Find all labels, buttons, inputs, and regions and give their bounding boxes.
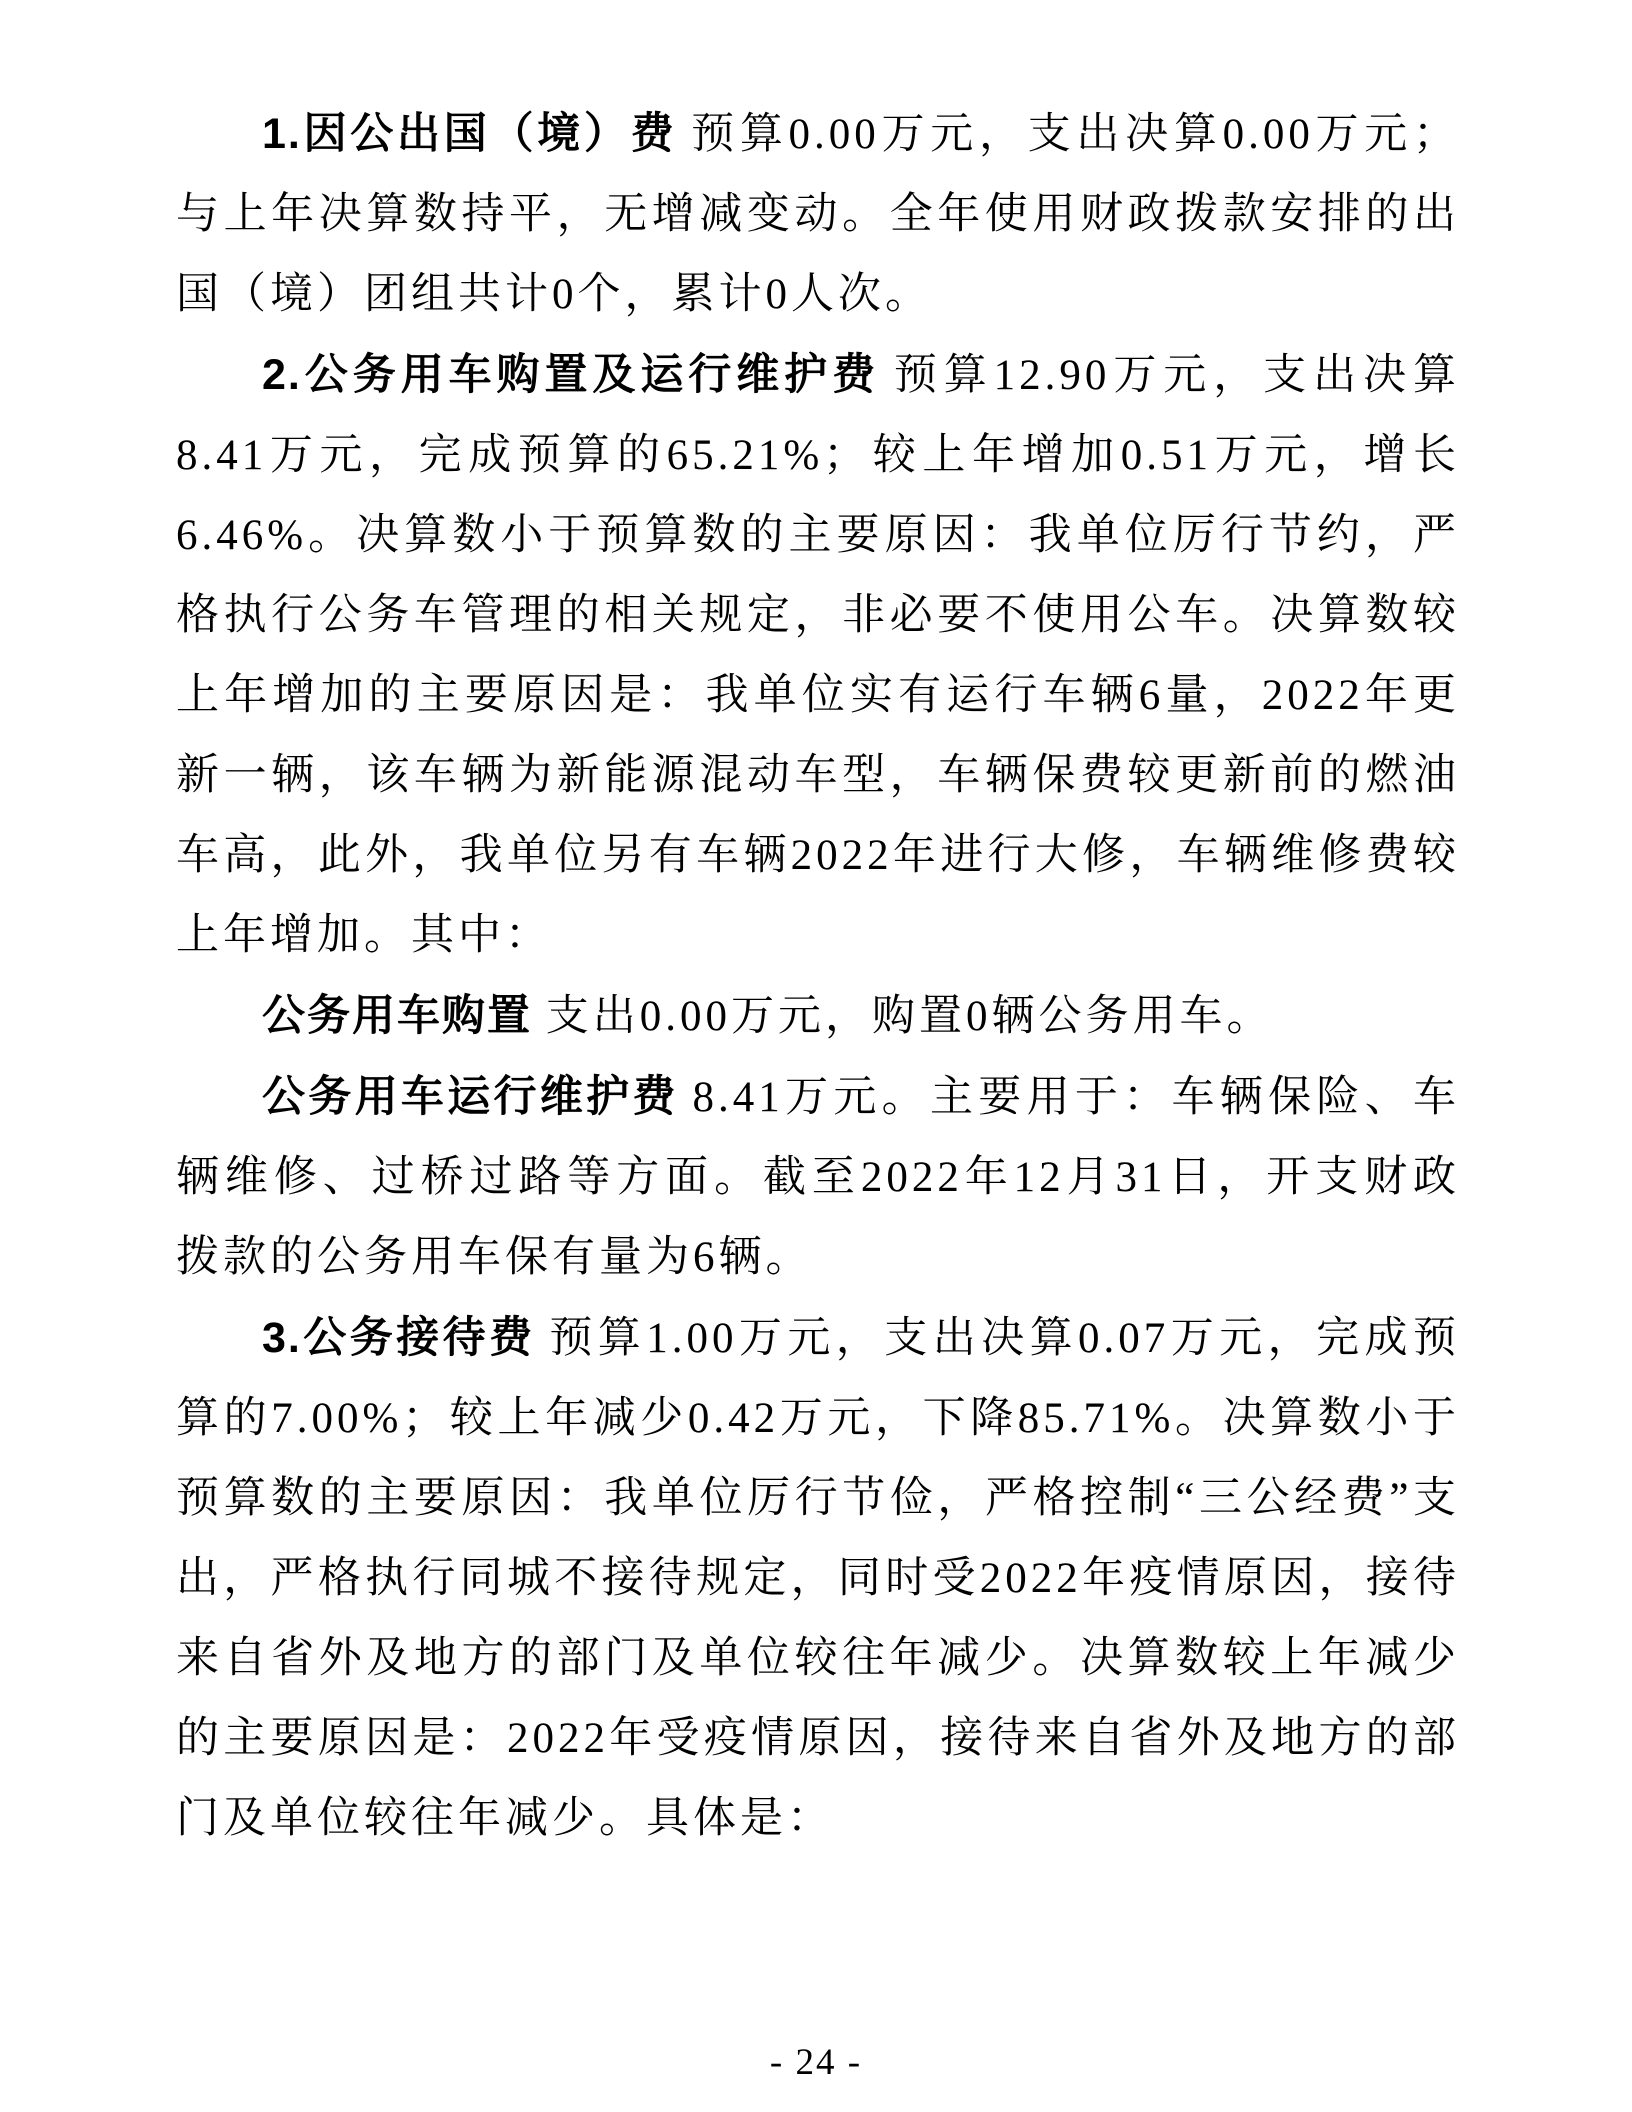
document-body — [176, 94, 1460, 1859]
page-number: - 24 - — [769, 2042, 863, 2083]
paragraph-overseas-travel-fee-heading: 1.因公出国（境）费 — [262, 110, 678, 158]
paragraph-official-reception-fee — [176, 1298, 1460, 1859]
paragraph-overseas-travel-fee-text: 预算0.00万元，支出决算0.00万元；与上年决算数持平，无增减变动。全年使用财政拨款安排的出国（境）团组共计0个，累计0人次。 — [176, 111, 1460, 318]
paragraph-vehicle-purchase-maintenance-fee-heading: 2.公务用车购置及运行维护费 — [262, 351, 881, 399]
paragraph-official-reception-fee-text: 预算1.00万元，支出决算0.07万元，完成预算的7.00%；较上年减少0.42万元，下降85.71%。决算数小于预算数的主要原因：我单位厉行节俭，严格控制“三公经费”支出，严格执行同城不接待规定，同时受2022年疫情原因，接待来自省外及地方的部门及单位较往年减少。决算数较上年减少的主要原因是：2022年受疫情原因，接待来自省外及地方的部门及单位较往年减少。具体是： — [176, 1315, 1460, 1842]
paragraph-official-reception-fee-heading: 3.公务接待费 — [262, 1314, 536, 1362]
paragraph-overseas-travel-fee — [176, 94, 1460, 335]
paragraph-vehicle-purchase-heading: 公务用车购置 — [262, 992, 532, 1040]
paragraph-vehicle-purchase-maintenance-fee — [176, 335, 1460, 976]
paragraph-vehicle-purchase — [176, 976, 1460, 1057]
paragraph-vehicle-operation-maintenance-text: 8.41万元。主要用于：车辆保险、车辆维修、过桥过路等方面。截至2022年12月31日，开支财政拨款的公务用车保有量为6辆。 — [176, 1074, 1461, 1281]
paragraph-vehicle-purchase-text: 支出0.00万元，购置0辆公务用车。 — [545, 993, 1274, 1040]
paragraph-vehicle-operation-maintenance — [176, 1057, 1460, 1298]
paragraph-vehicle-operation-maintenance-heading: 公务用车运行维护费 — [262, 1073, 679, 1121]
page-footer — [0, 2041, 1632, 2084]
paragraph-vehicle-purchase-maintenance-fee-text: 预算12.90万元，支出决算8.41万元，完成预算的65.21%；较上年增加0.51万元，增长6.46%。决算数小于预算数的主要原因：我单位厉行节约，严格执行公务车管理的相关规定，非必要不使用公车。决算数较上年增加的主要原因是：我单位实有运行车辆6量，2022年更新一辆，该车辆为新能源混动车型，车辆保费较更新前的燃油车高，此外，我单位另有车辆2022年进行大修，车辆维修费较上年增加。其中： — [176, 352, 1460, 959]
